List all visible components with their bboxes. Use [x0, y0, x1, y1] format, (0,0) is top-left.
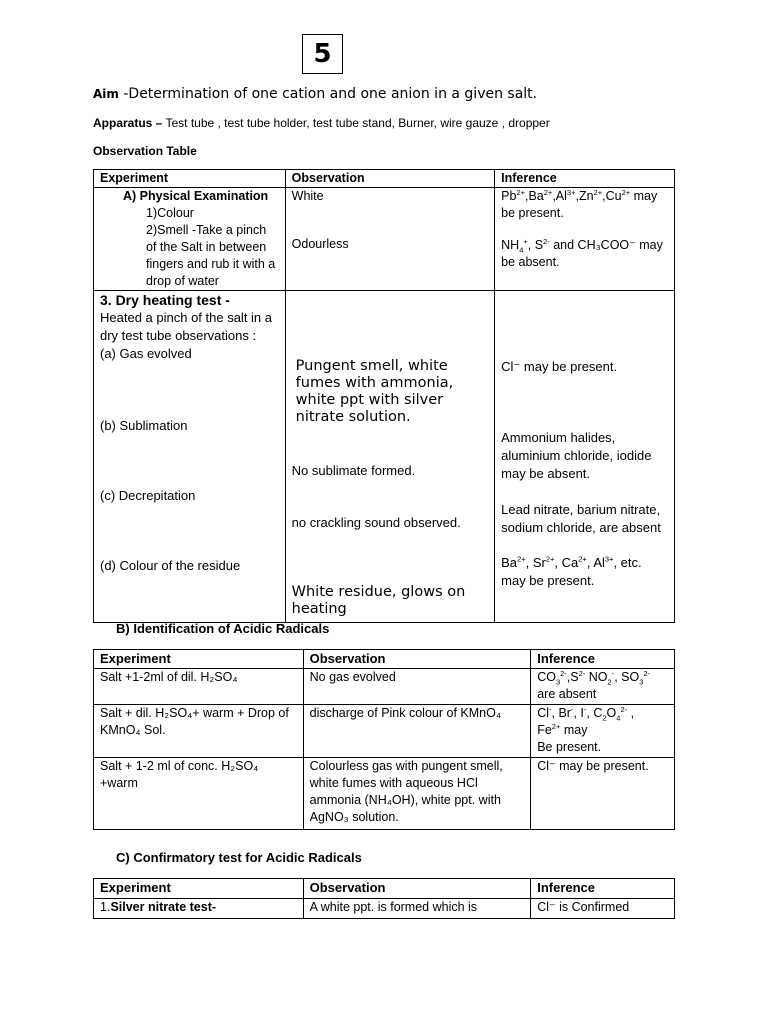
header-inference: Inference [531, 879, 675, 899]
row1-experiment-title: Silver nitrate test- [110, 900, 217, 914]
apparatus-text: Test tube , test tube holder, test tube stand, Burner, wire gauze , dropper [162, 116, 550, 130]
apparatus-line [93, 116, 550, 130]
row2-observation: discharge of Pink colour of KMnO₄ [303, 705, 531, 758]
table-row-physical [94, 188, 675, 291]
dry-experiment-cell [94, 291, 286, 623]
smell-inference: $NH_4^+$, $S^{2-}$ and CH₃COO⁻ may be absent. [501, 236, 663, 269]
section-b-heading: B) Identification of Acidic Radicals [116, 621, 330, 636]
dry-b-inference: Ammonium halides, aluminium chloride, iodide may be absent. [501, 430, 652, 481]
row2-inference-tail: Be present. [537, 740, 602, 754]
row3-observation: Colourless gas with pungent smell, white fumes with aqueous HCl ammonia (NH₄OH), white ppt. with AgNO₃ solution. [303, 758, 531, 830]
table-row [94, 705, 675, 758]
dry-inference-cell [495, 291, 675, 623]
table-row-dry-heating [94, 291, 675, 623]
header-observation: Observation [285, 170, 494, 188]
colour-inference-tail: may be present. [501, 189, 658, 220]
row1-experiment [94, 899, 304, 919]
page-number: 5 [302, 34, 343, 74]
dry-c-observation: no crackling sound observed. [291, 515, 461, 530]
aim-text: -Determination of one cation and one anion in a given salt. [118, 86, 538, 102]
row1-inference-tail: are absent [537, 687, 597, 701]
dry-d-inference: $Ba^{2+}$, $Sr^{2+}$, $Ca^{2+}$, $Al^{3+}$, etc. may be present. [501, 554, 642, 588]
apparatus-label: Apparatus – [93, 116, 163, 130]
dry-c-inference: Lead nitrate, barium nitrate, sodium chloride, are absent [501, 502, 661, 535]
table-header-row [94, 650, 675, 669]
dry-observation-cell [285, 291, 494, 623]
dry-a-inference: Cl⁻ may be present. [501, 359, 618, 374]
smell-label: 2)Smell -Take a pinch of the Salt in between fingers and rub it with a drop of water [146, 223, 276, 288]
dry-b-observation: No sublimate formed. [291, 463, 416, 478]
header-inference: Inference [531, 650, 675, 669]
smell-observation: Odourless [291, 237, 349, 251]
dry-heading: 3. Dry heating test - [100, 292, 230, 308]
dry-c-label: (c) Decrepitation [100, 488, 196, 503]
smell-inference-tail: and CH₃COO⁻ may be absent. [501, 238, 663, 269]
row1-experiment: Salt +1-2ml of dil. H₂SO₄ [94, 669, 304, 705]
dry-intro: Heated a pinch of the salt in a dry test tube observations : [100, 310, 273, 343]
header-observation: Observation [303, 879, 531, 899]
table-row [94, 899, 675, 919]
confirmatory-table [93, 878, 675, 919]
table-header-row [94, 170, 675, 188]
dry-a-observation: Pungent smell, white fumes with ammonia, white ppt with silver nitrate solution. [295, 358, 454, 425]
row2-inference: Cl-, Br-, I-, $C_2O_4^{2-}$ , $Fe^{2+}$ may Be present. [531, 705, 675, 758]
table-row [94, 669, 675, 705]
dry-a-label: (a) Gas evolved [100, 346, 192, 361]
table-header-row [94, 879, 675, 899]
observation-table [93, 169, 675, 623]
header-experiment: Experiment [94, 879, 304, 899]
row1-experiment-num: 1. [100, 900, 111, 914]
dry-b-label: (b) Sublimation [100, 418, 188, 433]
header-inference: Inference [495, 170, 675, 188]
row2-experiment: Salt + dil. H₂SO₄+ warm + Drop of KMnO₄ Sol. [94, 705, 304, 758]
aim-label: Aim [93, 87, 119, 101]
row1-observation: No gas evolved [303, 669, 531, 705]
row3-experiment: Salt + 1-2 ml of conc. H₂SO₄ +warm [94, 758, 304, 830]
colour-label: 1)Colour [146, 206, 194, 220]
aim-line [93, 86, 537, 102]
row1-inference: $CO_3^{2-},S^{2-}$ $NO_2^-$, $SO_3^{2-}$ are absent [531, 669, 675, 705]
dry-d-inference-tail: , etc. may be present. [501, 555, 642, 588]
header-experiment: Experiment [94, 170, 286, 188]
physical-experiment-cell [94, 188, 286, 291]
colour-observation: White [291, 189, 324, 203]
header-observation: Observation [303, 650, 531, 669]
physical-inference-cell [495, 188, 675, 291]
colour-inference: $Pb^{2+},Ba^{2+},Al^{3+},Zn^{2+},Cu^{2+}$ may be present. [501, 187, 658, 220]
section-c-heading: C) Confirmatory test for Acidic Radicals [116, 850, 362, 865]
dry-d-observation: White residue, glows on heating [291, 584, 466, 617]
physical-observation-cell [285, 188, 494, 291]
row1-observation: A white ppt. is formed which is [303, 899, 531, 919]
observation-table-title: Observation Table [93, 144, 197, 158]
row3-inference: Cl⁻ may be present. [531, 758, 675, 830]
table-row [94, 758, 675, 830]
row1-inference: Cl⁻ is Confirmed [531, 899, 675, 919]
acidic-radicals-table [93, 649, 675, 830]
header-experiment: Experiment [94, 650, 304, 669]
dry-d-label: (d) Colour of the residue [100, 558, 241, 573]
physical-heading: A) Physical Examination [123, 189, 269, 203]
